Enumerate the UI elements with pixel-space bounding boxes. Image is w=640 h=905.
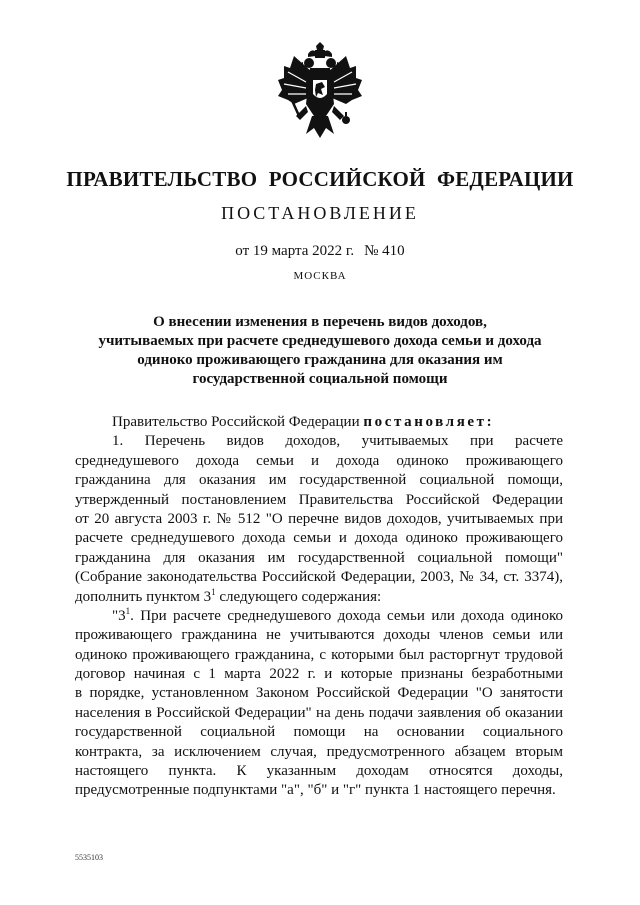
russian-coat-of-arms-icon bbox=[272, 42, 368, 142]
subject-line: О внесении изменения в перечень видов доходов, bbox=[153, 314, 487, 330]
paragraph-line: настоящего пункта. К указанным доходам относятся доходы, bbox=[75, 763, 563, 780]
paragraph-line: гражданина для оказания им государственной социальной помощи" bbox=[75, 549, 563, 566]
paragraph-line: расчете среднедушевого дохода семьи и дохода одиноко проживающего bbox=[75, 530, 563, 547]
document-subject bbox=[60, 313, 580, 389]
paragraph-line: гражданина для оказания им государственной социальной помощи, bbox=[75, 472, 563, 489]
superscript: 1 bbox=[211, 586, 216, 597]
paragraph-line bbox=[75, 588, 563, 607]
preamble bbox=[75, 413, 563, 432]
document-body bbox=[75, 413, 563, 801]
subject-line: одиноко проживающего гражданина для оказания им bbox=[137, 352, 503, 368]
text-run: следующего содержания: bbox=[215, 588, 382, 605]
document-date-line bbox=[0, 243, 640, 260]
paragraph-line: договор начиная с 1 марта 2022 г. и которые признаны безработными bbox=[75, 666, 563, 683]
paragraph-line: предусмотренные подпунктами "а", "б" и "г" пункта 1 настоящего перечня. bbox=[75, 782, 556, 799]
document-code: 5535103 bbox=[75, 853, 103, 862]
preamble-text: Правительство Российской Федерации bbox=[112, 414, 360, 430]
text-run: "3 bbox=[112, 607, 126, 624]
subject-line: учитываемых при расчете среднедушевого дохода семьи и дохода bbox=[98, 333, 542, 349]
document-city: МОСКВА bbox=[293, 270, 347, 282]
paragraph-line: (Собрание законодательства Российской Федерации, 2003, № 34, ст. 3374), bbox=[75, 569, 563, 586]
paragraph-line: одиноко проживающего гражданина, с которыми был расторгнут трудовой bbox=[75, 646, 563, 663]
paragraph-line: в порядке, установленном Законом Российской Федерации "О занятости bbox=[75, 685, 563, 702]
paragraph-line: среднедушевого дохода семьи и дохода одиноко проживающего bbox=[75, 452, 563, 469]
document-number: № 410 bbox=[364, 243, 405, 259]
government-title: ПРАВИТЕЛЬСТВО РОССИЙСКОЙ ФЕДЕРАЦИИ bbox=[66, 167, 574, 191]
paragraph-line: от 20 августа 2003 г. № 512 "О перечне видов доходов, учитываемых при bbox=[75, 510, 563, 527]
paragraph-line: 1. Перечень видов доходов, учитываемых при расчете bbox=[112, 433, 563, 450]
paragraph-line: государственной социальной помощи на основании социального bbox=[75, 724, 563, 741]
paragraph-line: контракта, за исключением случая, предусмотренного абзацем вторым bbox=[75, 743, 563, 760]
text-run: . При расчете среднедушевого дохода семьи или дохода одиноко bbox=[130, 607, 563, 624]
text-run: дополнить пунктом 3 bbox=[75, 588, 212, 605]
subject-line: государственной социальной помощи bbox=[192, 371, 448, 387]
paragraph-line: населения в Российской Федерации" на день подачи заявления об оказании bbox=[75, 704, 563, 721]
superscript: 1 bbox=[125, 605, 131, 616]
paragraph-line bbox=[75, 607, 563, 626]
paragraph-line: проживающего гражданина не учитываются доходы членов семьи или bbox=[75, 627, 563, 644]
paragraph-line: утвержденный постановлением Правительства Российской Федерации bbox=[75, 491, 563, 508]
document-date: от 19 марта 2022 г. bbox=[235, 243, 355, 259]
document-type: ПОСТАНОВЛЕНИЕ bbox=[221, 203, 419, 223]
decree-word: постановляет: bbox=[363, 414, 495, 430]
